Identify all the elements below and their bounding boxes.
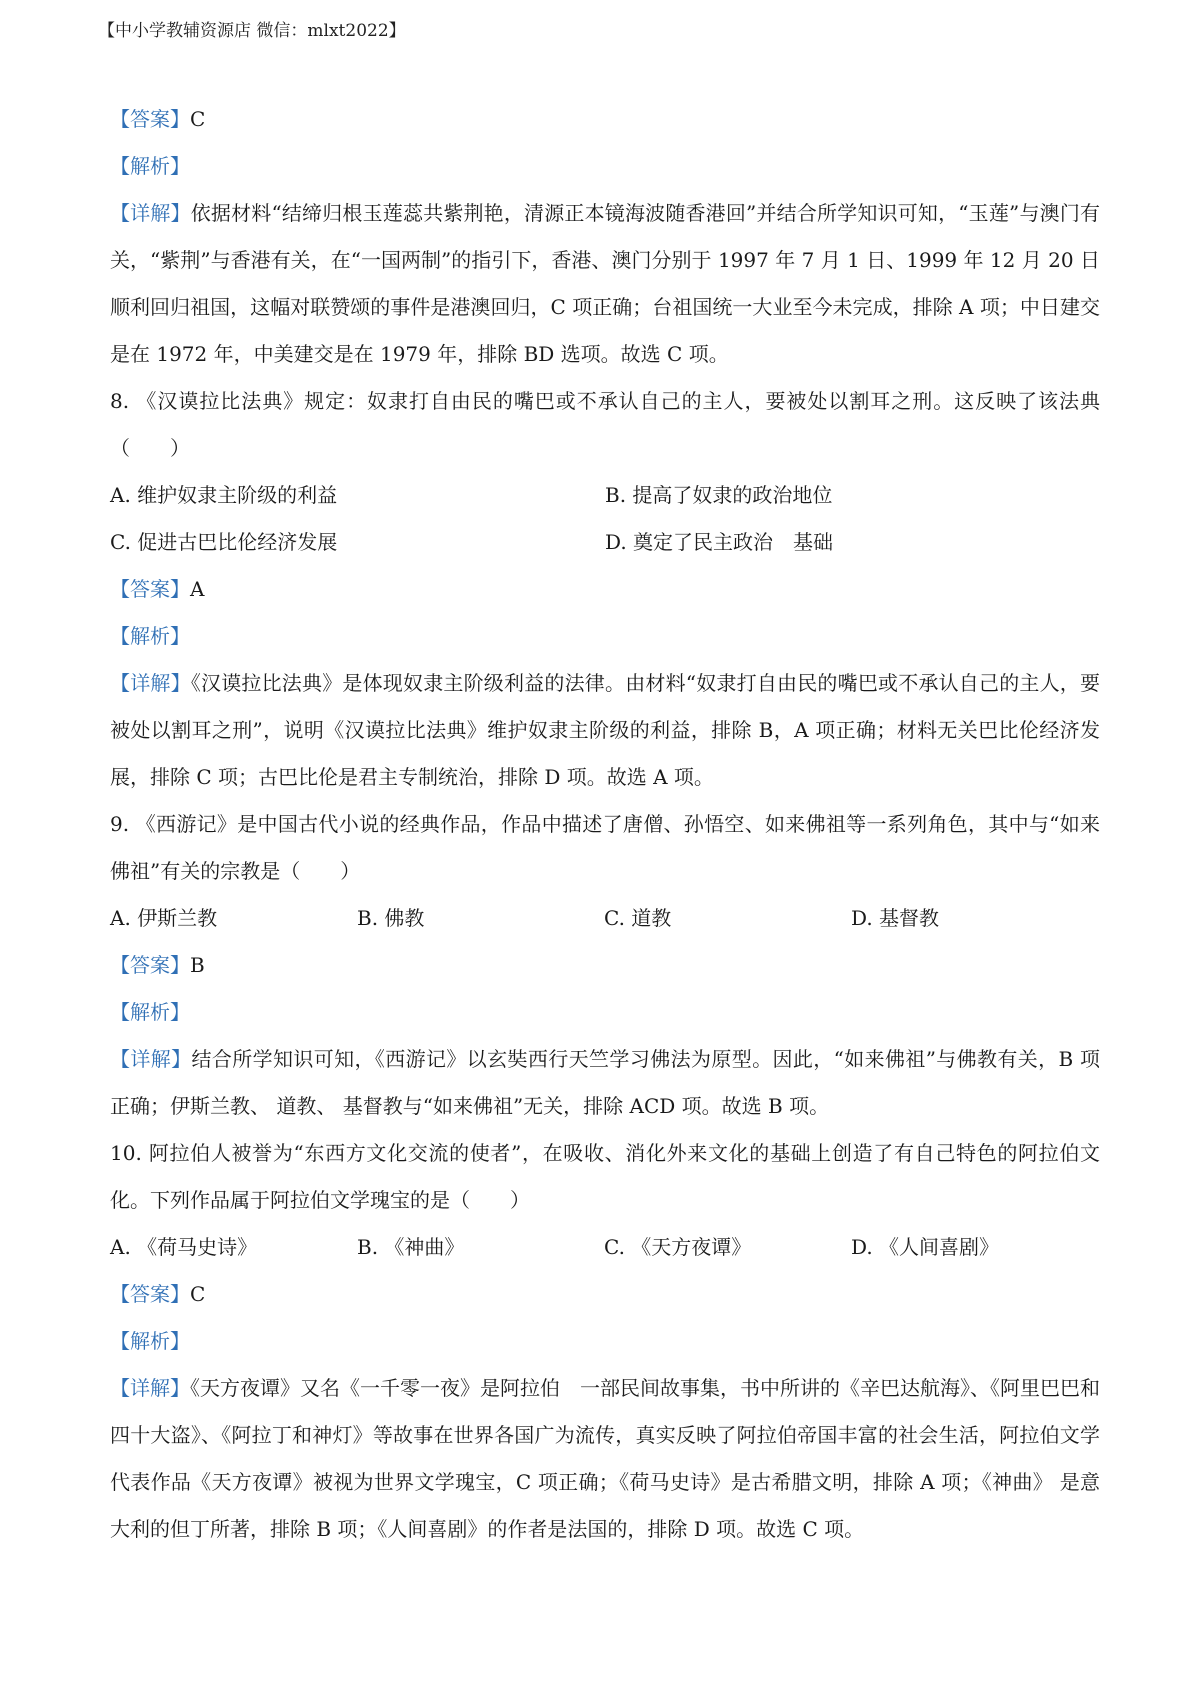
q8-option-b: B. 提高了奴隶的政治地位 xyxy=(605,483,833,507)
answer-value: C xyxy=(190,1282,206,1306)
q9-detail-paragraph xyxy=(110,1036,1100,1130)
page-content xyxy=(110,96,1100,1553)
detail-text: 《天方夜谭》又名《一千零一夜》是阿拉伯 一部民间故事集，书中所讲的《辛巴达航海》、《阿里巴巴和四十大盗》、《阿拉丁和神灯》等故事在世界各国广为流传，真实反映了阿拉伯帝国丰富的社会生活，阿拉伯文学代表作品《天方夜谭》被视为世界文学瑰宝，C 项正确；《荷马史诗》是古希腊文明，排除 A 项；《神曲》 是意大利的但丁所著，排除 B 项；《人间喜剧》的作者是法国的，排除 D 项。故选 C 项。 xyxy=(110,1376,1100,1541)
header-watermark: 【中小学教辅资源店 微信：mlxt2022】 xyxy=(98,21,406,41)
q10-option-a: A. 《荷马史诗》 xyxy=(110,1235,258,1259)
answer-tag: 【答案】 xyxy=(110,577,190,601)
q8-detail-paragraph xyxy=(110,660,1100,801)
detail-tag: 【详解】 xyxy=(110,671,191,695)
q8-options-row-2 xyxy=(110,519,1100,566)
q8-option-d: D. 奠定了民主政治 基础 xyxy=(605,530,834,554)
q10-stem: 10. 阿拉伯人被誉为“东西方文化交流的使者”，在吸收、消化外来文化的基础上创造了有自己特色的阿拉伯文化。下列作品属于阿拉伯文学瑰宝的是（ ） xyxy=(110,1141,1100,1212)
q8-option-c: C. 促进古巴比伦经济发展 xyxy=(110,530,338,554)
answer-tag: 【答案】 xyxy=(110,107,190,131)
detail-text: 结合所学知识可知，《西游记》以玄奘西行天竺学习佛法为原型。因此，“如来佛祖”与佛教有关，B 项正确；伊斯兰教、 道教、 基督教与“如来佛祖”无关，排除 ACD 项。故选 B 项。 xyxy=(110,1047,1100,1118)
q8-analysis-line xyxy=(110,613,1100,660)
q9-options-row xyxy=(110,895,1100,942)
analysis-tag: 【解析】 xyxy=(110,154,190,178)
q10-option-c: C. 《天方夜谭》 xyxy=(604,1235,752,1259)
analysis-tag: 【解析】 xyxy=(110,1000,190,1024)
q8-options-row-1 xyxy=(110,472,1100,519)
q10-option-b: B. 《神曲》 xyxy=(357,1235,465,1259)
q9-option-c: C. 道教 xyxy=(604,906,672,930)
q7-answer-line xyxy=(110,96,1100,143)
q10-answer-line xyxy=(110,1271,1100,1318)
q8-option-a: A. 维护奴隶主阶级的利益 xyxy=(110,483,338,507)
answer-value: A xyxy=(190,577,205,601)
q8-stem: 8. 《汉谟拉比法典》规定：奴隶打自由民的嘴巴或不承认自己的主人，要被处以割耳之刑。这反映了该法典（ ） xyxy=(110,389,1100,460)
q9-option-b: B. 佛教 xyxy=(357,906,425,930)
q7-detail-paragraph xyxy=(110,190,1100,378)
q9-option-d: D. 基督教 xyxy=(851,906,940,930)
q9-answer-line xyxy=(110,942,1100,989)
detail-tag: 【详解】 xyxy=(110,1376,190,1400)
answer-value: C xyxy=(190,107,206,131)
detail-tag: 【详解】 xyxy=(110,1047,192,1071)
q10-detail-paragraph xyxy=(110,1365,1100,1553)
q9-stem: 9. 《西游记》是中国古代小说的经典作品，作品中描述了唐僧、孙悟空、如来佛祖等一系列角色，其中与“如来佛祖”有关的宗教是（ ） xyxy=(110,812,1100,883)
detail-text: 《汉谟拉比法典》是体现奴隶主阶级利益的法律。由材料“奴隶打自由民的嘴巴或不承认自己的主人，要被处以割耳之刑”，说明《汉谟拉比法典》维护奴隶主阶级的利益，排除 B，A 项正确；材料无关巴比伦经济发展，排除 C 项；古巴比伦是君主专制统治，排除 D 项。故选 A 项。 xyxy=(110,671,1101,789)
q8-answer-line xyxy=(110,566,1100,613)
q10-option-d: D. 《人间喜剧》 xyxy=(851,1235,1000,1259)
q10-analysis-line xyxy=(110,1318,1100,1365)
q9-option-a: A. 伊斯兰教 xyxy=(110,906,218,930)
analysis-tag: 【解析】 xyxy=(110,1329,190,1353)
analysis-tag: 【解析】 xyxy=(110,624,190,648)
detail-tag: 【详解】 xyxy=(110,201,191,225)
answer-tag: 【答案】 xyxy=(110,1282,190,1306)
q9-analysis-line xyxy=(110,989,1100,1036)
answer-value: B xyxy=(190,953,205,977)
answer-tag: 【答案】 xyxy=(110,953,190,977)
detail-text: 依据材料“结缔归根玉莲蕊共紫荆艳，清源正本镜海波随香港回”并结合所学知识可知，“玉莲”与澳门有关，“紫荆”与香港有关，在“一国两制”的指引下，香港、澳门分别于 1997 年 7 月 1 日、1999 年 12 月 20 日顺利回归祖国，这幅对联赞颂的事件是港澳回归，C 项正确；台祖国统一大业至今未完成，排除 A 项；中日建交是在 1972 年，中美建交是在 1979 年，排除 BD 选项。故选 C 项。 xyxy=(110,201,1100,366)
q7-analysis-line xyxy=(110,143,1100,190)
q10-options-row xyxy=(110,1224,1100,1271)
